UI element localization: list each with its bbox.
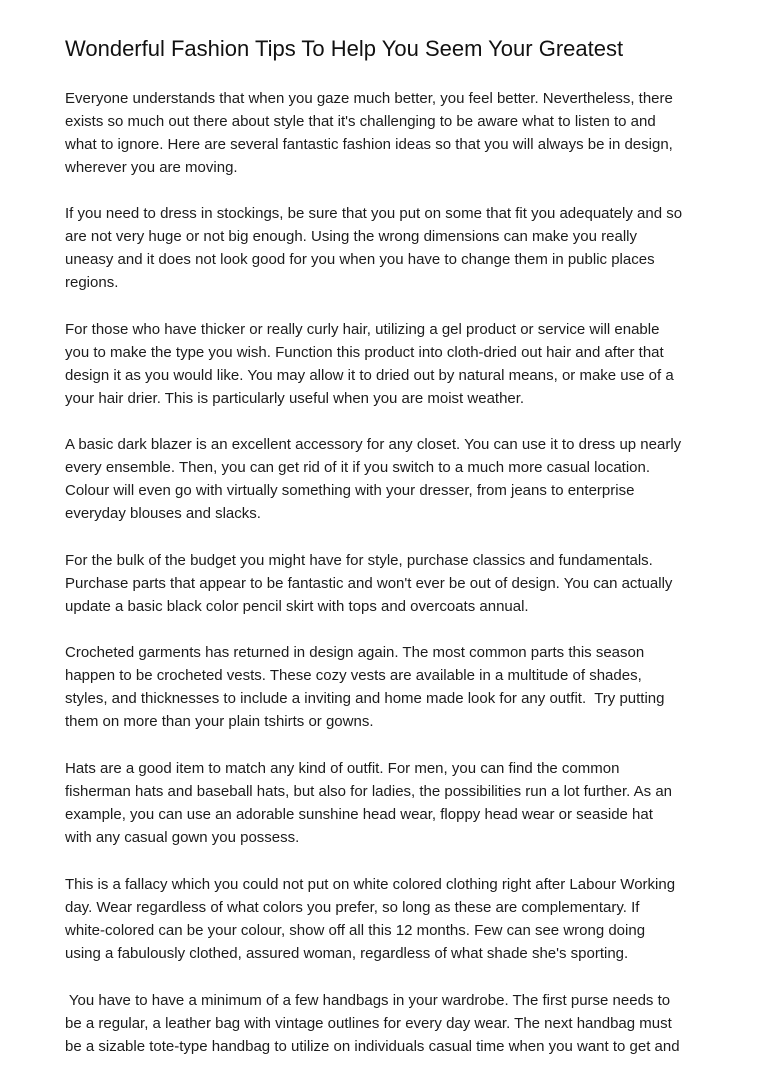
text-line: what to ignore. Here are several fantastic fashion ideas so that you will always be in design, [65,136,673,154]
text-line: uneasy and it does not look good for you when you have to change them in public places [65,251,655,269]
text-line: A basic dark blazer is an excellent accessory for any closet. You can use it to dress up nearly [65,436,682,453]
document-title: Wonderful Fashion Tips To Help You Seem Your Greatest [65,36,624,61]
text-line: For those who have thicker or really curly hair, utilizing a gel product or service will enable [65,321,660,338]
text-line: every ensemble. Then, you can get rid of it if you switch to a much more casual location. [65,459,651,477]
text-line: Everyone understands that when you gaze much better, you feel better. Nevertheless, there [65,90,673,107]
document-page [65,30,715,1056]
paragraph-hair [65,318,674,410]
text-line: wherever you are moving. [65,159,238,177]
text-line: Purchase parts that appear to be fantastic and won't ever be out of design. You can actually [65,575,673,593]
text-line: design it as you would like. You may allow it to dried out by natural means, or make use of a [65,367,674,385]
text-line: This is a fallacy which you could not put on white colored clothing right after Labour Working [65,876,676,893]
text-line: you to make the type you wish. Function this product into cloth-dried out hair and after that [65,344,664,362]
text-line: Hats are a good item to match any kind of outfit. For men, you can find the common [65,760,620,777]
text-line: example, you can use an adorable sunshine head wear, floppy head wear or seaside hat [65,806,653,824]
text-line: You have to have a minimum of a few handbags in your wardrobe. The first purse needs to [65,992,671,1009]
text-line: regions. [65,274,119,292]
text-line: For the bulk of the budget you might have for style, purchase classics and fundamentals. [65,552,653,569]
text-line: exists so much out there about style that it's challenging to be aware what to listen to and [65,113,656,131]
text-line: with any casual gown you possess. [65,829,300,847]
text-line: using a fabulously clothed, assured woman, regardless of what shade she's sporting. [65,945,629,963]
text-line: be a sizable tote-type handbag to utilize on individuals casual time when you want to get and [65,1038,680,1056]
text-line: fisherman hats and baseball hats, but also for ladies, the possibilities run a lot further. As an [65,783,673,801]
text-line: styles, and thicknesses to include a inviting and home made look for any outfit. Try putting [65,690,665,708]
text-line: everyday blouses and slacks. [65,505,261,523]
text-line: your hair drier. This is particularly useful when you are moist weather. [65,390,525,408]
text-line: update a basic black color pencil skirt with tops and overcoats annual. [65,598,529,616]
text-line: be a regular, a leather bag with vintage outlines for every day wear. The next handbag must [65,1015,672,1033]
paragraph-budget [65,549,672,618]
text-line: Colour will even go with virtually something with your dresser, from jeans to enterprise [65,482,635,500]
paragraph-blazer [65,433,681,525]
text-line: happen to be crocheted vests. These cozy vests are available in a multitude of shades, [65,667,642,685]
paragraph-stockings [65,202,682,294]
text-line: If you need to dress in stockings, be sure that you put on some that fit you adequately and so [65,205,683,222]
paragraph-hats [65,757,672,849]
paragraph-crochet [65,641,665,733]
paragraph-intro [65,87,673,179]
text-line: them on more than your plain tshirts or gowns. [65,713,374,731]
text-line: Crocheted garments has returned in design again. The most common parts this season [65,644,645,661]
text-line: day. Wear regardless of what colors you prefer, so long as these are complementary. If [65,899,640,917]
paragraph-white-clothing [65,873,675,965]
text-line: are not very huge or not big enough. Using the wrong dimensions can make you really [65,228,637,246]
paragraph-handbags [65,989,680,1058]
text-line: white-colored can be your colour, show off all this 12 months. Few can see wrong doing [65,922,646,940]
